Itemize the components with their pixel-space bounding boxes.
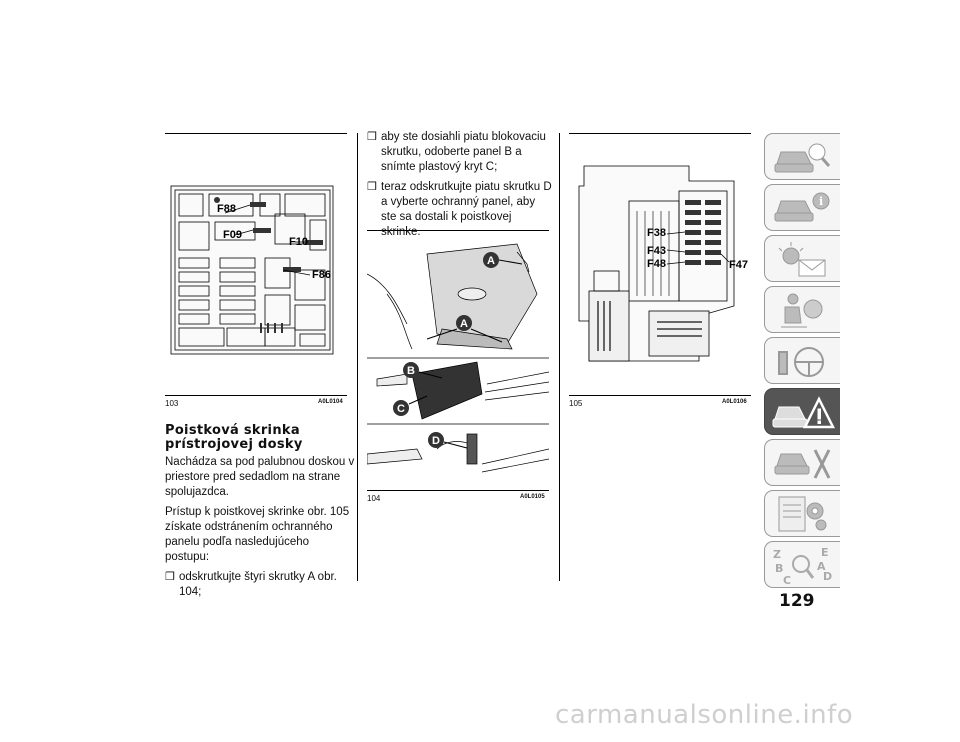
bullet-step-3-text: teraz odskrutkujte piatu skrutku D a vyberte ochranný panel, aby ste sa dostali k poistkovej skrinke. xyxy=(381,181,552,238)
fuse-label-f10: F10 xyxy=(289,236,308,248)
figure-105-number: 105 xyxy=(569,399,583,408)
figure-104-number: 104 xyxy=(367,494,381,503)
bullet-mark: ❒ xyxy=(367,131,377,143)
warning-light-mail-icon xyxy=(771,240,835,280)
column-divider-2 xyxy=(559,133,560,581)
bullet-step-1-text: odskrutkujte štyri skrutky A obr. 104; xyxy=(179,571,337,598)
tab-seat-airbag[interactable] xyxy=(764,286,840,333)
svg-text:B: B xyxy=(775,562,784,575)
figure-105-fuse-box-diagram xyxy=(569,156,751,384)
figure-103-code: A0L0104 xyxy=(318,399,343,405)
left-figure-bottom-rule xyxy=(165,395,347,396)
car-search-icon xyxy=(771,138,835,178)
fuse-label-f38: F38 xyxy=(647,227,666,239)
fuse-label-f48: F48 xyxy=(647,258,666,270)
figure-103-fuse-box-diagram xyxy=(165,180,347,385)
heading-line-2: prístrojovej dosky xyxy=(165,437,303,452)
section-heading xyxy=(165,424,355,452)
bullet-mark: ❒ xyxy=(165,571,175,583)
svg-text:D: D xyxy=(823,570,833,583)
bullet-step-3 xyxy=(367,180,553,240)
alphabet-index-icon xyxy=(771,546,835,586)
left-top-rule xyxy=(165,133,347,134)
tab-car-tools[interactable] xyxy=(764,439,840,486)
svg-text:D: D xyxy=(432,435,440,447)
fuse-label-f47: F47 xyxy=(729,259,748,271)
bullet-step-1 xyxy=(165,570,355,600)
bullet-mark: ❒ xyxy=(367,181,377,193)
svg-text:Z: Z xyxy=(773,548,781,561)
figure-104-panel-removal-illustration xyxy=(367,234,549,486)
fuse-label-f09: F09 xyxy=(223,229,242,241)
svg-text:E: E xyxy=(821,546,829,559)
middle-body-text xyxy=(367,130,553,245)
right-figure-bottom-rule xyxy=(569,395,751,396)
svg-text:A: A xyxy=(487,255,495,267)
bullet-step-2-text: aby ste dosiahli piatu blokovaciu skrutku, odoberte panel B a snímte plastový kryt C; xyxy=(381,131,546,173)
figure-105-code: A0L0106 xyxy=(722,399,747,405)
left-body-text xyxy=(165,455,355,605)
svg-text:A: A xyxy=(460,318,468,330)
steering-wheel-hand-icon xyxy=(771,342,835,382)
svg-text:C: C xyxy=(783,574,792,586)
heading-line-1: Poistková skrinka xyxy=(165,423,300,438)
fuse-label-f43: F43 xyxy=(647,245,666,257)
car-info-icon xyxy=(771,189,835,229)
watermark-text[interactable]: carmanualsonline.info xyxy=(555,700,854,730)
page-number: 129 xyxy=(779,591,815,611)
column-divider-1 xyxy=(357,133,358,581)
callout-d xyxy=(428,432,467,448)
tab-alphabetical-index[interactable] xyxy=(764,541,840,588)
figure-104-code: A0L0105 xyxy=(520,494,545,500)
tab-warning-light[interactable] xyxy=(764,235,840,282)
seat-airbag-icon xyxy=(771,291,835,331)
tab-car-search[interactable] xyxy=(764,133,840,180)
car-tools-icon xyxy=(771,444,835,484)
paragraph-access: Prístup k poistkovej skrinke obr. 105 získate odstránením ochranného panelu podľa nasledujúceho postupu: xyxy=(165,506,350,563)
svg-text:i: i xyxy=(819,195,824,208)
paragraph-location: Nachádza sa pod palubnou doskou v priestore pred sedadlom na strane spolujazdca. xyxy=(165,456,355,498)
tab-emergency[interactable] xyxy=(764,388,840,435)
tab-document-settings[interactable] xyxy=(764,490,840,537)
fuse-label-f86: F86 xyxy=(312,269,331,281)
bullet-step-2 xyxy=(367,130,553,175)
right-top-rule xyxy=(569,133,751,134)
document-gear-icon xyxy=(771,495,835,535)
svg-text:C: C xyxy=(397,403,405,415)
tab-steering[interactable] xyxy=(764,337,840,384)
mid-figure-bottom-rule xyxy=(367,490,549,491)
watermark-bar xyxy=(0,700,960,742)
svg-text:A: A xyxy=(817,560,826,573)
emergency-car-triangle-icon xyxy=(771,393,835,433)
figure-103-number: 103 xyxy=(165,399,179,408)
svg-text:B: B xyxy=(407,365,415,377)
fuse-label-f88: F88 xyxy=(217,203,236,215)
tab-car-info[interactable] xyxy=(764,184,840,231)
